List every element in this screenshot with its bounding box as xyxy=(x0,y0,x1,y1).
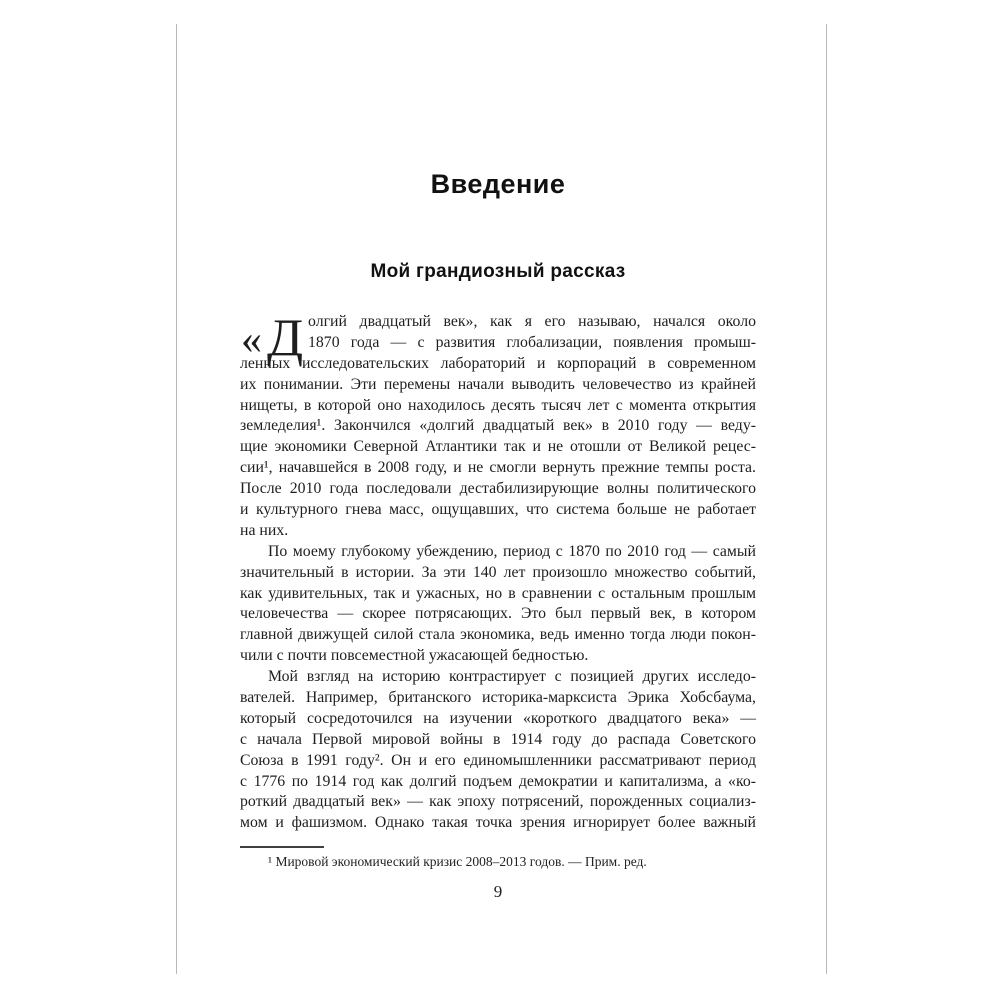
body-line: Союза в 1991 году². Он и его единомышленники рассматривают период xyxy=(240,751,756,769)
body-line: человечества — скорее потрясающих. Это был первый век, в котором xyxy=(240,605,756,623)
body-line: вателей. Например, британского историка-марксиста Эрика Хобсбаума, xyxy=(240,689,756,707)
section-subtitle: Мой грандиозный рассказ xyxy=(370,261,626,282)
body-line: и культурного гнева масс, ощущавших, что система больше не работает xyxy=(240,501,756,519)
body-line: щие экономики Северной Атлантики так и не отошли от Великой рецес- xyxy=(240,438,756,456)
page-number: 9 xyxy=(493,882,503,901)
body-line: который сосредоточился на изучении «короткого двадцатого века» — xyxy=(240,709,756,727)
body-line: Мой взгляд на историю контрастирует с позицией других исследо- xyxy=(268,668,756,686)
footnote xyxy=(240,853,756,871)
body-line: После 2010 года последовали дестабилизирующие волны политического xyxy=(240,480,756,498)
paragraph xyxy=(240,542,756,667)
paragraph xyxy=(240,667,756,834)
footnote-text: Мировой экономический кризис 2008–2013 годов. — Прим. ред. xyxy=(275,854,647,869)
body-line: с 1776 по 1914 год как долгий подъем демократии и капитализма, а «ко- xyxy=(240,772,756,790)
body-line: на них. xyxy=(240,521,289,539)
body-text xyxy=(240,309,756,834)
body-line: сии¹, начавшейся в 2008 году, и не смогли вернуть прежние темпы роста. xyxy=(240,459,756,477)
body-line: с начала Первой мировой войны в 1914 году до распада Советского xyxy=(240,730,756,748)
body-line: чили с почти повсеместной ужасающей бедностью. xyxy=(240,647,589,665)
drop-cap-letter: Д xyxy=(267,309,304,367)
body-line: земледелия¹. Закончился «долгий двадцатый век» в 2010 году — веду- xyxy=(240,417,756,435)
body-line: мом и фашизмом. Однако такая точка зрения игнорирует более важный xyxy=(240,814,756,832)
paragraph xyxy=(240,309,756,542)
book-page xyxy=(176,24,827,974)
body-line: По моему глубокому убеждению, период с 1870 по 2010 год — самый xyxy=(268,542,756,560)
body-line: их понимании. Эти перемены начали выводить человечество из крайней xyxy=(240,375,756,393)
footnote-separator-rule xyxy=(240,846,324,848)
chapter-title: Введение xyxy=(430,169,566,199)
footnote-marker: ¹ xyxy=(268,854,273,869)
body-line: ленных исследовательских лабораторий и корпораций в современном xyxy=(240,354,756,372)
body-line: как удивительных, так и ужасных, но в сравнении с остальным прошлым xyxy=(240,584,756,602)
body-line: значительный в истории. За эти 140 лет произошло множество событий, xyxy=(240,563,756,581)
drop-cap-quote: « xyxy=(241,317,262,363)
body-line: олгий двадцатый век», как я его называю, начался около xyxy=(308,313,756,330)
body-line: нищеты, в которой оно находилось десять тысяч лет с момента открытия xyxy=(240,396,756,414)
body-line: роткий двадцатый век» — как эпоху потрясений, порожденных социализ- xyxy=(240,793,756,811)
body-line: 1870 года — с развития глобализации, появления промыш- xyxy=(308,333,756,351)
body-line: главной движущей силой стала экономика, ведь именно тогда люди покон- xyxy=(240,626,756,644)
